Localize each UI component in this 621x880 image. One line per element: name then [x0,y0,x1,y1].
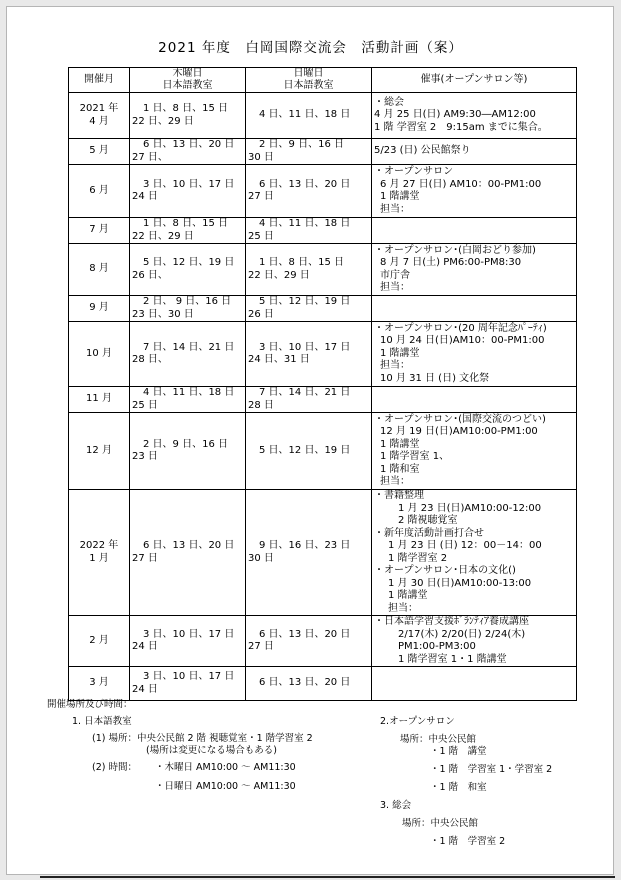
event-line: 担当： [388,602,418,614]
month-label: 11 月 [86,393,112,405]
date-line: 22 日、29 日 [132,115,194,127]
date-line: 26 日 [248,308,274,320]
event-line: ・オープンサロン･(国際交流のつどい) [374,413,546,425]
month-label: 4 月 [89,115,109,127]
sunday-dates-cell [246,322,372,387]
thursday-dates-cell [130,93,246,139]
header-sunday-label: 日曜日 [293,68,324,79]
month-label: 9 月 [89,302,109,314]
event-cell [372,490,577,616]
table-row [69,387,577,413]
notes-s2-item-2: ・1 階 学習室 1・学習室 2 [430,764,553,775]
date-line: 24 日 [132,191,158,202]
month-label: 7 月 [89,224,109,236]
event-line: 担当： [380,203,410,215]
event-line: ・オープンサロン･(白岡おどり参加) [374,244,536,256]
table-header-row [69,68,577,93]
month-cell [69,667,130,701]
event-line: 10 月 31 日 (日) 文化祭 [380,372,490,384]
event-line: 2 階視聴覚室 [398,515,458,526]
event-line: 8 月 7 日(土) PM6:00-PM8:30 [380,257,522,268]
date-line: 5 日、12 日、19 日 [259,296,351,307]
date-line: 27 日、 [132,151,168,163]
date-line: 25 日 [248,230,274,242]
sunday-dates-cell [246,93,372,139]
month-cell [69,165,130,218]
event-line: 市庁舎 [380,269,410,281]
date-line: 28 日、 [132,354,168,365]
event-line: ・オープンサロン･日本の文化() [374,565,516,576]
header-thursday-label: 木曜日 [172,68,203,79]
month-label: 5 月 [89,145,109,157]
event-line: 1 階講堂 [380,191,420,202]
month-label: 12 月 [86,444,112,456]
notes-s2-item-3: ・1 階 和室 [430,782,487,793]
header-sunday [246,68,372,93]
date-line: 4 日、11 日、18 日 [259,218,351,229]
thursday-dates-cell [130,218,246,244]
event-line: 4 月 25 日(日) AM9:30―AM12:00 [374,109,536,121]
schedule-body [69,93,577,701]
date-line: 7 日、14 日、21 日 [143,341,235,353]
month-cell [69,413,130,490]
sunday-dates-cell [246,165,372,218]
thursday-dates-cell [130,322,246,387]
month-label: 8 月 [89,263,109,275]
date-line: 9 日、16 日、23 日 [259,540,351,551]
notes-s3-title: 3. 総会 [380,800,412,811]
month-cell [69,218,130,244]
table-row [69,244,577,296]
sunday-dates-cell [246,413,372,490]
thursday-dates-cell [130,387,246,413]
event-line: 1 階 学習室 2 9:15am までに集合。 [374,121,548,133]
month-cell [69,93,130,139]
thursday-dates-cell [130,413,246,490]
notes-s3-place: 場所：中央公民館 [402,818,479,829]
notes-s1-title: 1. 日本語教室 [72,716,132,727]
event-cell [372,387,577,413]
thursday-dates-cell [130,490,246,616]
event-cell [372,667,577,701]
date-line: 30 日 [248,151,274,163]
date-line: 3 日、10 日、17 日 [143,671,235,682]
date-line: 1 日、8 日、15 日 [143,103,228,114]
date-line: 22 日、29 日 [248,269,310,281]
month-label: 1 月 [89,552,109,564]
notes-heading: 開催場所及び時間： [47,699,133,710]
table-row [69,296,577,322]
date-line: 6 日、13 日、20 日 [143,540,235,551]
date-line: 23 日 [132,451,158,462]
date-line: 27 日 [248,191,274,202]
event-line: 担当： [380,360,410,372]
date-line: 6 日、13 日、20 日 [143,139,235,150]
date-line: 4 日、11 日、18 日 [259,109,351,121]
table-row [69,616,577,667]
date-line: 3 日、10 日、17 日 [143,628,235,640]
thursday-dates-cell [130,165,246,218]
page-title: 2021 年度 白岡国際交流会 活動計画（案） [158,40,463,56]
event-line: 1 階学習室 1、 [380,451,450,462]
date-line: 24 日 [132,641,158,652]
date-line: 24 日、31 日 [248,354,310,365]
event-line: 1 月 23 日 (日) 12：00－14：00 [388,540,542,551]
event-line: ・新年度活動計画打合せ [374,527,484,539]
event-line: 5/23 (日) 公民館祭り [374,145,471,157]
event-cell [372,296,577,322]
header-month: 開催月 [69,68,130,93]
event-line: 担当： [380,476,410,487]
event-cell [372,165,577,218]
notes-s1-time-label: (2) 時間： [92,762,137,773]
event-line: ・オープンサロン [374,166,454,177]
event-line: 1 階学習室 2 [388,552,448,564]
table-row [69,165,577,218]
sunday-dates-cell [246,667,372,701]
event-line: 1 階和室 [380,463,420,475]
thursday-dates-cell [130,296,246,322]
table-row [69,322,577,387]
date-line: 1 日、8 日、15 日 [143,218,228,229]
date-line: 4 日、11 日、18 日 [143,387,235,398]
sunday-dates-cell [246,218,372,244]
notes-s3-item: ・1 階 学習室 2 [430,836,506,847]
table-row [69,413,577,490]
table-row [69,667,577,701]
date-line: 23 日、30 日 [132,308,194,320]
date-line: 2 日、 9 日、16 日 [143,296,232,307]
date-line: 26 日、 [132,269,168,281]
thursday-dates-cell [130,244,246,296]
date-line: 5 日、12 日、19 日 [259,444,351,456]
sunday-dates-cell [246,296,372,322]
date-line: 6 日、13 日、20 日 [259,178,351,190]
date-line: 3 日、10 日、17 日 [259,341,351,353]
thursday-dates-cell [130,667,246,701]
header-thursday [130,68,246,93]
notes-s2-item-1: ・1 階 講堂 [430,746,487,757]
thursday-dates-cell [130,139,246,165]
date-line: 25 日 [132,399,158,411]
month-label: 3 月 [89,677,109,689]
event-line: 10 月 24 日(日)AM10：00-PM1:00 [380,335,545,347]
table-row [69,93,577,139]
event-line: 1 月 23 日(日)AM10:00-12:00 [398,502,542,514]
event-line: ・日本語学習支援ﾎﾞﾗﾝﾃｨｱ養成講座 [374,616,529,627]
month-cell [69,139,130,165]
header-event: 催事(オープンサロン等) [372,68,577,93]
date-line: 2 日、9 日、16 日 [259,139,344,150]
event-cell [372,244,577,296]
date-line: 22 日、29 日 [132,230,194,242]
month-cell [69,616,130,667]
event-line: ・書籍整理 [374,490,424,501]
event-line: 1 階学習室 1・1 階講堂 [398,653,507,665]
notes-s2-title: 2.オープンサロン [380,716,455,727]
notes-s1-time-sunday: ・日曜日 AM10:00 ～ AM11:30 [155,781,296,792]
table-row [69,218,577,244]
month-cell [69,490,130,616]
month-label: 6 月 [89,184,109,196]
date-line: 27 日 [248,641,274,652]
schedule-table [68,67,577,701]
month-cell [69,296,130,322]
month-label: 2 月 [89,634,109,646]
event-cell [372,413,577,490]
sunday-dates-cell [246,616,372,667]
notes-s1-time-thursday: ・木曜日 AM10:00 ～ AM11:30 [155,762,296,773]
month-cell [69,387,130,413]
header-thursday-sub: 日本語教室 [162,80,213,91]
notes-s1-place: (1) 場所：中央公民館 2 階 視聴覚室・1 階学習室 2 [92,733,313,744]
event-line: 担当： [380,282,410,293]
date-line: 24 日 [132,683,158,695]
date-line: 5 日、12 日、19 日 [143,257,235,268]
event-cell [372,139,577,165]
date-line: 1 日、8 日、15 日 [259,257,344,268]
date-line: 6 日、13 日、20 日 [259,628,351,640]
month-label: 2022 年 [79,540,119,551]
header-sunday-sub: 日本語教室 [283,80,334,91]
event-cell [372,218,577,244]
date-line: 27 日 [132,552,158,564]
event-line: PM1:00-PM3:00 [398,641,476,652]
event-line: 1 階講堂 [388,590,428,601]
notes-s2-place: 場所：中央公民館 [400,734,477,745]
event-line: ・オープンサロン･(20 周年記念ﾊﾟｰﾃｨ) [374,322,547,334]
month-cell [69,322,130,387]
sunday-dates-cell [246,490,372,616]
table-row [69,139,577,165]
event-cell [372,322,577,387]
event-cell [372,616,577,667]
date-line: 6 日、13 日、20 日 [259,677,351,689]
bottom-rule [40,876,615,878]
date-line: 2 日、9 日、16 日 [143,438,228,450]
table-row [69,490,577,616]
sunday-dates-cell [246,244,372,296]
date-line: 30 日 [248,552,274,564]
month-label: 2021 年 [79,103,119,114]
event-line: ・総会 [374,96,404,108]
event-line: 2/17(木) 2/20(日) 2/24(木) [398,628,526,640]
date-line: 3 日、10 日、17 日 [143,178,235,190]
sunday-dates-cell [246,139,372,165]
event-line: 1 階講堂 [380,438,420,450]
date-line: 7 日、14 日、21 日 [259,387,351,398]
event-line: 12 月 19 日(日)AM10:00-PM1:00 [380,426,538,437]
notes-s1-place-note: (場所は変更になる場合もある) [146,745,277,756]
event-line: 1 階講堂 [380,347,420,359]
event-cell [372,93,577,139]
sunday-dates-cell [246,387,372,413]
month-cell [69,244,130,296]
date-line: 28 日 [248,399,274,411]
thursday-dates-cell [130,616,246,667]
event-line: 6 月 27 日(日) AM10：00-PM1:00 [380,178,542,190]
month-label: 10 月 [86,347,112,359]
event-line: 1 月 30 日(日)AM10:00-13:00 [388,577,532,589]
